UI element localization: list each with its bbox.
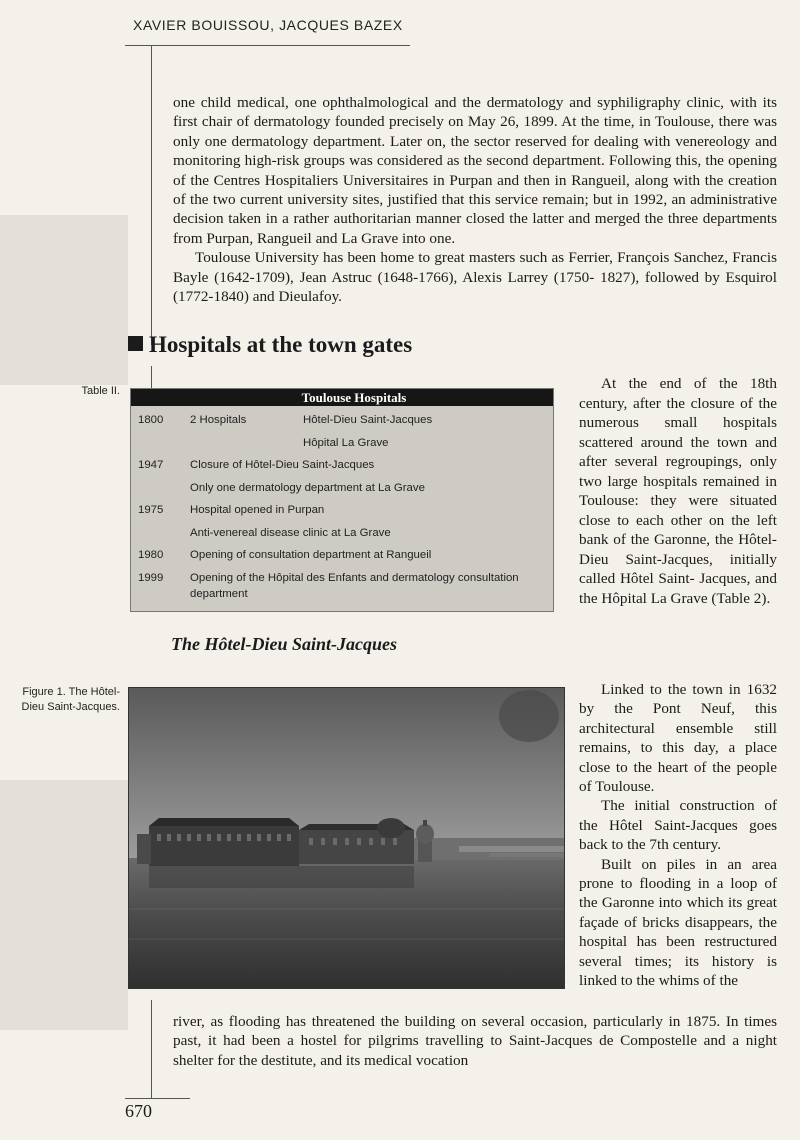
right-paragraph [579, 374, 777, 608]
line: its great façade of bricks [579, 894, 777, 931]
line: Hospitaliers Universitaires in Purpan and then in Rangueil, along with the creation [264, 171, 777, 189]
paragraph-2 [173, 248, 777, 306]
figure-caption [14, 685, 120, 715]
margin-rule-mid [151, 366, 152, 388]
line: the town and after several [579, 433, 777, 470]
table-cell-event: Hospital opened in Purpan [190, 504, 325, 516]
line: Sanchez, Francis Bayle (1642-1709), Jean Astruc (1648-1766), Alexis Larrey (1750- [173, 249, 777, 286]
line: close to the heart of the [579, 758, 731, 776]
table-cell-event: 2 Hospitals [190, 414, 247, 426]
line: Grave (Table 2). [670, 589, 771, 607]
line: At the end of the 18th [601, 375, 777, 392]
running-head: XAVIER BOUISSOU, JACQUES BAZEX [133, 17, 403, 33]
hotel-dieu-photo [128, 687, 565, 989]
line: 1632 by the Pont Neuf, this [579, 681, 778, 718]
line: prone to flooding in a loop [579, 875, 758, 893]
bleed-through-panel [0, 780, 128, 1030]
right-paragraph [579, 796, 777, 854]
subsection-heading: The Hôtel-Dieu Saint-Jacques [171, 634, 397, 654]
right-paragraph [579, 680, 777, 796]
table-cell-detail: Hôtel-Dieu Saint-Jacques [303, 414, 433, 426]
figure-caption-line: Dieu Saint-Jacques. [21, 701, 120, 713]
header-rule [125, 45, 410, 46]
right-paragraph [579, 855, 777, 991]
line: disappears, the hospital [579, 913, 778, 951]
photo-illustration [129, 688, 565, 989]
line: time, in Toulouse, there was only one dermatology department. Later on, the sector [173, 113, 778, 150]
line: reserved for dealing with venereology and monitoring high-risk groups was [173, 132, 778, 170]
margin-rule-top [151, 45, 152, 345]
line: 1875. In times past, it had been a hostel for pilgrims travelling to Saint-Jacques [173, 1013, 777, 1050]
line: has been restructured [636, 933, 777, 951]
line: of the Garonne into which [579, 875, 778, 912]
bottom-text [173, 1012, 777, 1070]
bleed-through-panel [0, 215, 128, 385]
line: clinic, with its first chair of dermatology founded precisely on May 26, 1899. At the [173, 94, 778, 131]
section-heading [128, 332, 412, 358]
table-cell-event: Only one dermatology department at La Grave [190, 482, 425, 494]
line: people of Toulouse. [579, 758, 777, 796]
section-bullet-icon [128, 336, 143, 351]
line: the numerous small [579, 394, 777, 431]
figure-caption-line: Figure 1. The Hôtel- [22, 686, 120, 698]
line: of the Hôtel Saint-Jacques [579, 797, 778, 834]
table-cell-year: 1975 [138, 504, 164, 516]
hospitals-table [130, 388, 554, 612]
table-cell-event: Opening of the Hôpital des Enfants and dermatology consultation [190, 572, 519, 584]
line: hospitals scattered around [579, 414, 777, 451]
line: century, after the closure of [579, 394, 753, 412]
line: of the two current university sites, justified that this service remain; but in 1992, an [173, 191, 686, 209]
line: Hôtel-Dieu Saint-Jacques, [579, 531, 777, 568]
table-caption: Table II. [81, 385, 120, 397]
table-cell-event: Opening of consultation department at Rangueil [190, 549, 432, 561]
table-cell-event: Anti-venereal disease clinic at La Grave [190, 527, 391, 539]
line: considered as the second department. Following this, the opening of the Centres [173, 152, 777, 189]
line: river, as flooding has threatened the building on several occasion, particularly in [173, 1013, 681, 1030]
line: hospitals remained in [643, 472, 777, 490]
line: Linked to the town in [601, 681, 741, 698]
bottom-paragraph [173, 1012, 777, 1070]
table-cell-event: Closure of Hôtel-Dieu Saint-Jacques [190, 459, 375, 471]
line: administrative decision taken in a rather authoritarian manner closed the latter and [173, 191, 778, 228]
line: 1827), followed by Esquirol (1772-1840) and Dieulafoy. [173, 268, 777, 306]
line: merged the three departments from Purpan, Rangueil and La Grave into one. [173, 210, 778, 247]
right-column-top [579, 374, 777, 608]
line: de Compostelle and a night shelter for the destitute, and its medical vocation [173, 1032, 778, 1069]
line: several times; its history is [579, 952, 777, 970]
line: architectural ensemble still [579, 719, 777, 737]
line: left bank of the Garonne, the [579, 511, 777, 548]
line: Toulouse: they were situated [579, 492, 777, 509]
line: linked to the whims of the [579, 972, 739, 990]
line: initially called Hôtel Saint- [579, 550, 778, 587]
margin-rule-bottom [151, 1000, 152, 1098]
folio-rule [125, 1098, 190, 1099]
line: century. [672, 836, 721, 854]
line: Jacques, and the Hôpital La [579, 570, 777, 607]
table-cell-event: department [190, 588, 248, 600]
paragraph-1 [173, 93, 777, 248]
table-cell-year: 1800 [138, 414, 164, 426]
section-title: Hospitals at the town gates [149, 332, 413, 357]
table-cell-year: 1947 [138, 459, 164, 471]
table-title: Toulouse Hospitals [131, 389, 553, 406]
line: one child medical, one ophthalmological and the dermatology and syphiligraphy [173, 94, 681, 111]
line: goes back to the 7th [579, 816, 777, 854]
table-cell-detail: Hôpital La Grave [303, 437, 389, 449]
line: Toulouse University has been home to great masters such as Ferrier, François [195, 249, 670, 267]
page-number: 670 [125, 1101, 152, 1121]
table-cell-year: 1980 [138, 549, 164, 561]
line: close to each other on the [579, 511, 750, 529]
line: remains, to this day, a place [579, 739, 777, 757]
opening-text [173, 93, 777, 306]
table-cell-year: 1999 [138, 572, 164, 584]
line: regroupings, only two large [579, 453, 777, 490]
line: Built on piles in an area [601, 855, 777, 873]
line: The initial construction [601, 797, 755, 815]
right-column-bottom [579, 680, 777, 991]
